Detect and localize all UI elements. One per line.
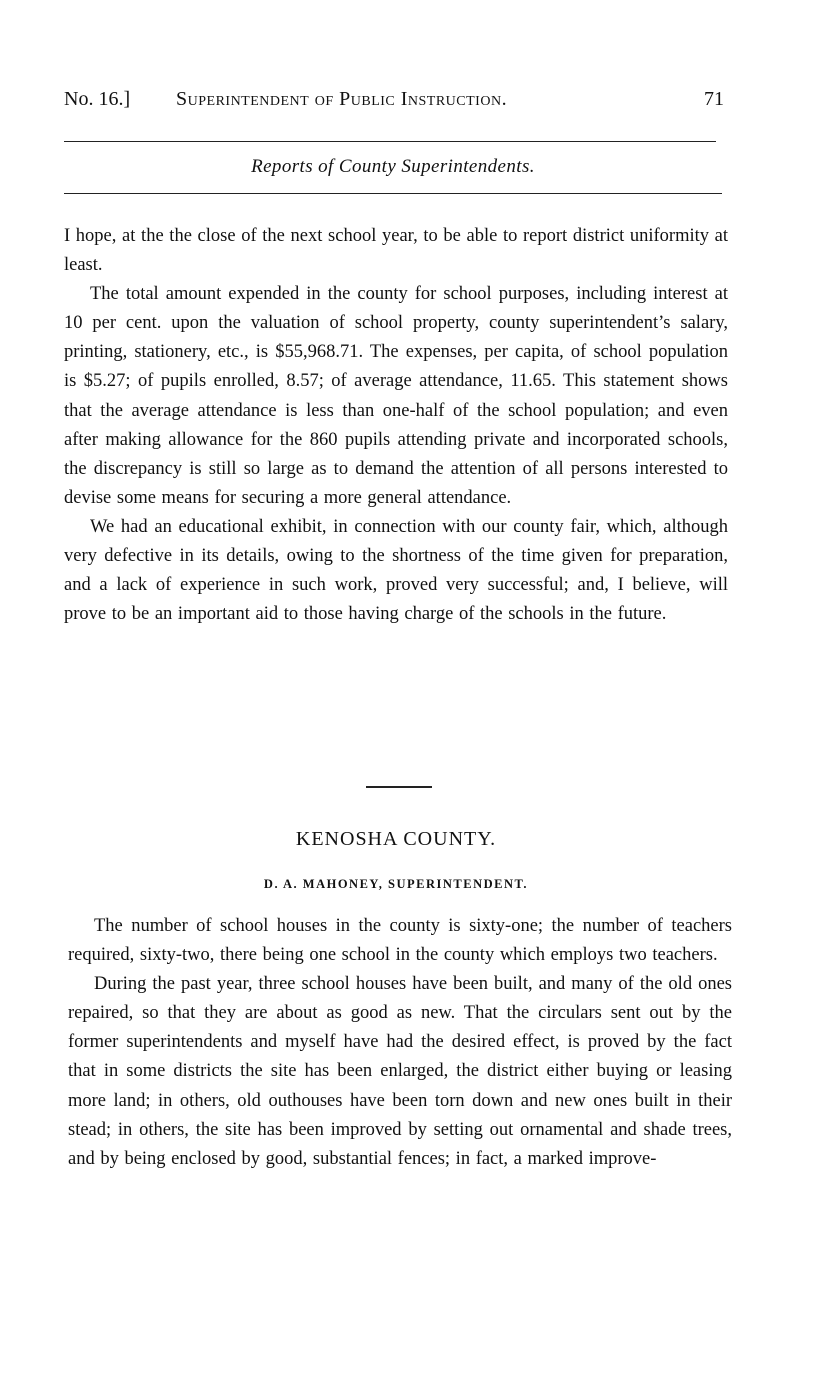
- paragraph: The number of school houses in the county is sixty-one; the number of teachers required, sixty-two, there being one school in the county which employs two teachers.: [68, 916, 732, 966]
- section-heading: Reports of County Superintendents.: [251, 156, 535, 177]
- running-head: [64, 88, 724, 116]
- paragraph: We had an educational exhibit, in connection with our county fair, which, although very defective in its details, owing to the shortness of the time given for preparation, and a lack of experience in such work, proved very successful; and, I believe, will prove to be an important aid to those having charge of the schools in the future.: [64, 516, 728, 625]
- page-number: 71: [704, 88, 724, 110]
- county-title: KENOSHA COUNTY.: [295, 828, 497, 850]
- header-rule-top: [64, 141, 716, 142]
- running-title: Superintendent of Public Instruction.: [176, 88, 508, 110]
- superintendent-byline: D. A. MAHONEY, SUPERINTENDENT.: [263, 877, 529, 891]
- document-number: No. 16.]: [64, 88, 131, 110]
- county-report-text: [68, 912, 732, 1174]
- paragraph: The total amount expended in the county for school purposes, including interest at 10 per cent. upon the valuation of school property, county superintendent’s salary, printing, stationery, etc., is $55,968.71. The expenses, per capita, of school population is $5.27; of pupils enrolled, 8.57; of average attendance, 11.65. This statement shows that the average attendance is less than one-half of the school population; and even after making allowance for the 860 pupils attending private and incorporated schools, the discrepancy is still so large as to demand the attention of all persons interested to devise some means for securing a more general attendance.: [64, 284, 728, 508]
- continued-report-text: [64, 222, 728, 629]
- paragraph: During the past year, three school houses have been built, and many of the old ones repaired, so that they are about as good as new. That the circulars sent out by the former superintendents and myself have had the desired effect, is proved by the fact that in some districts the site has been enlarged, the district either buying or leasing more land; in others, old outhouses have been torn down and new ones built in their stead; in others, the site has been improved by setting out ornamental and shade trees, and by being enclosed by good, substantial fences; in fact, a marked improve-: [68, 974, 732, 1169]
- paragraph: I hope, at the the close of the next school year, to be able to report district uniformity at least.: [64, 226, 728, 276]
- header-rule-bottom: [64, 193, 722, 194]
- section-divider: [366, 786, 432, 788]
